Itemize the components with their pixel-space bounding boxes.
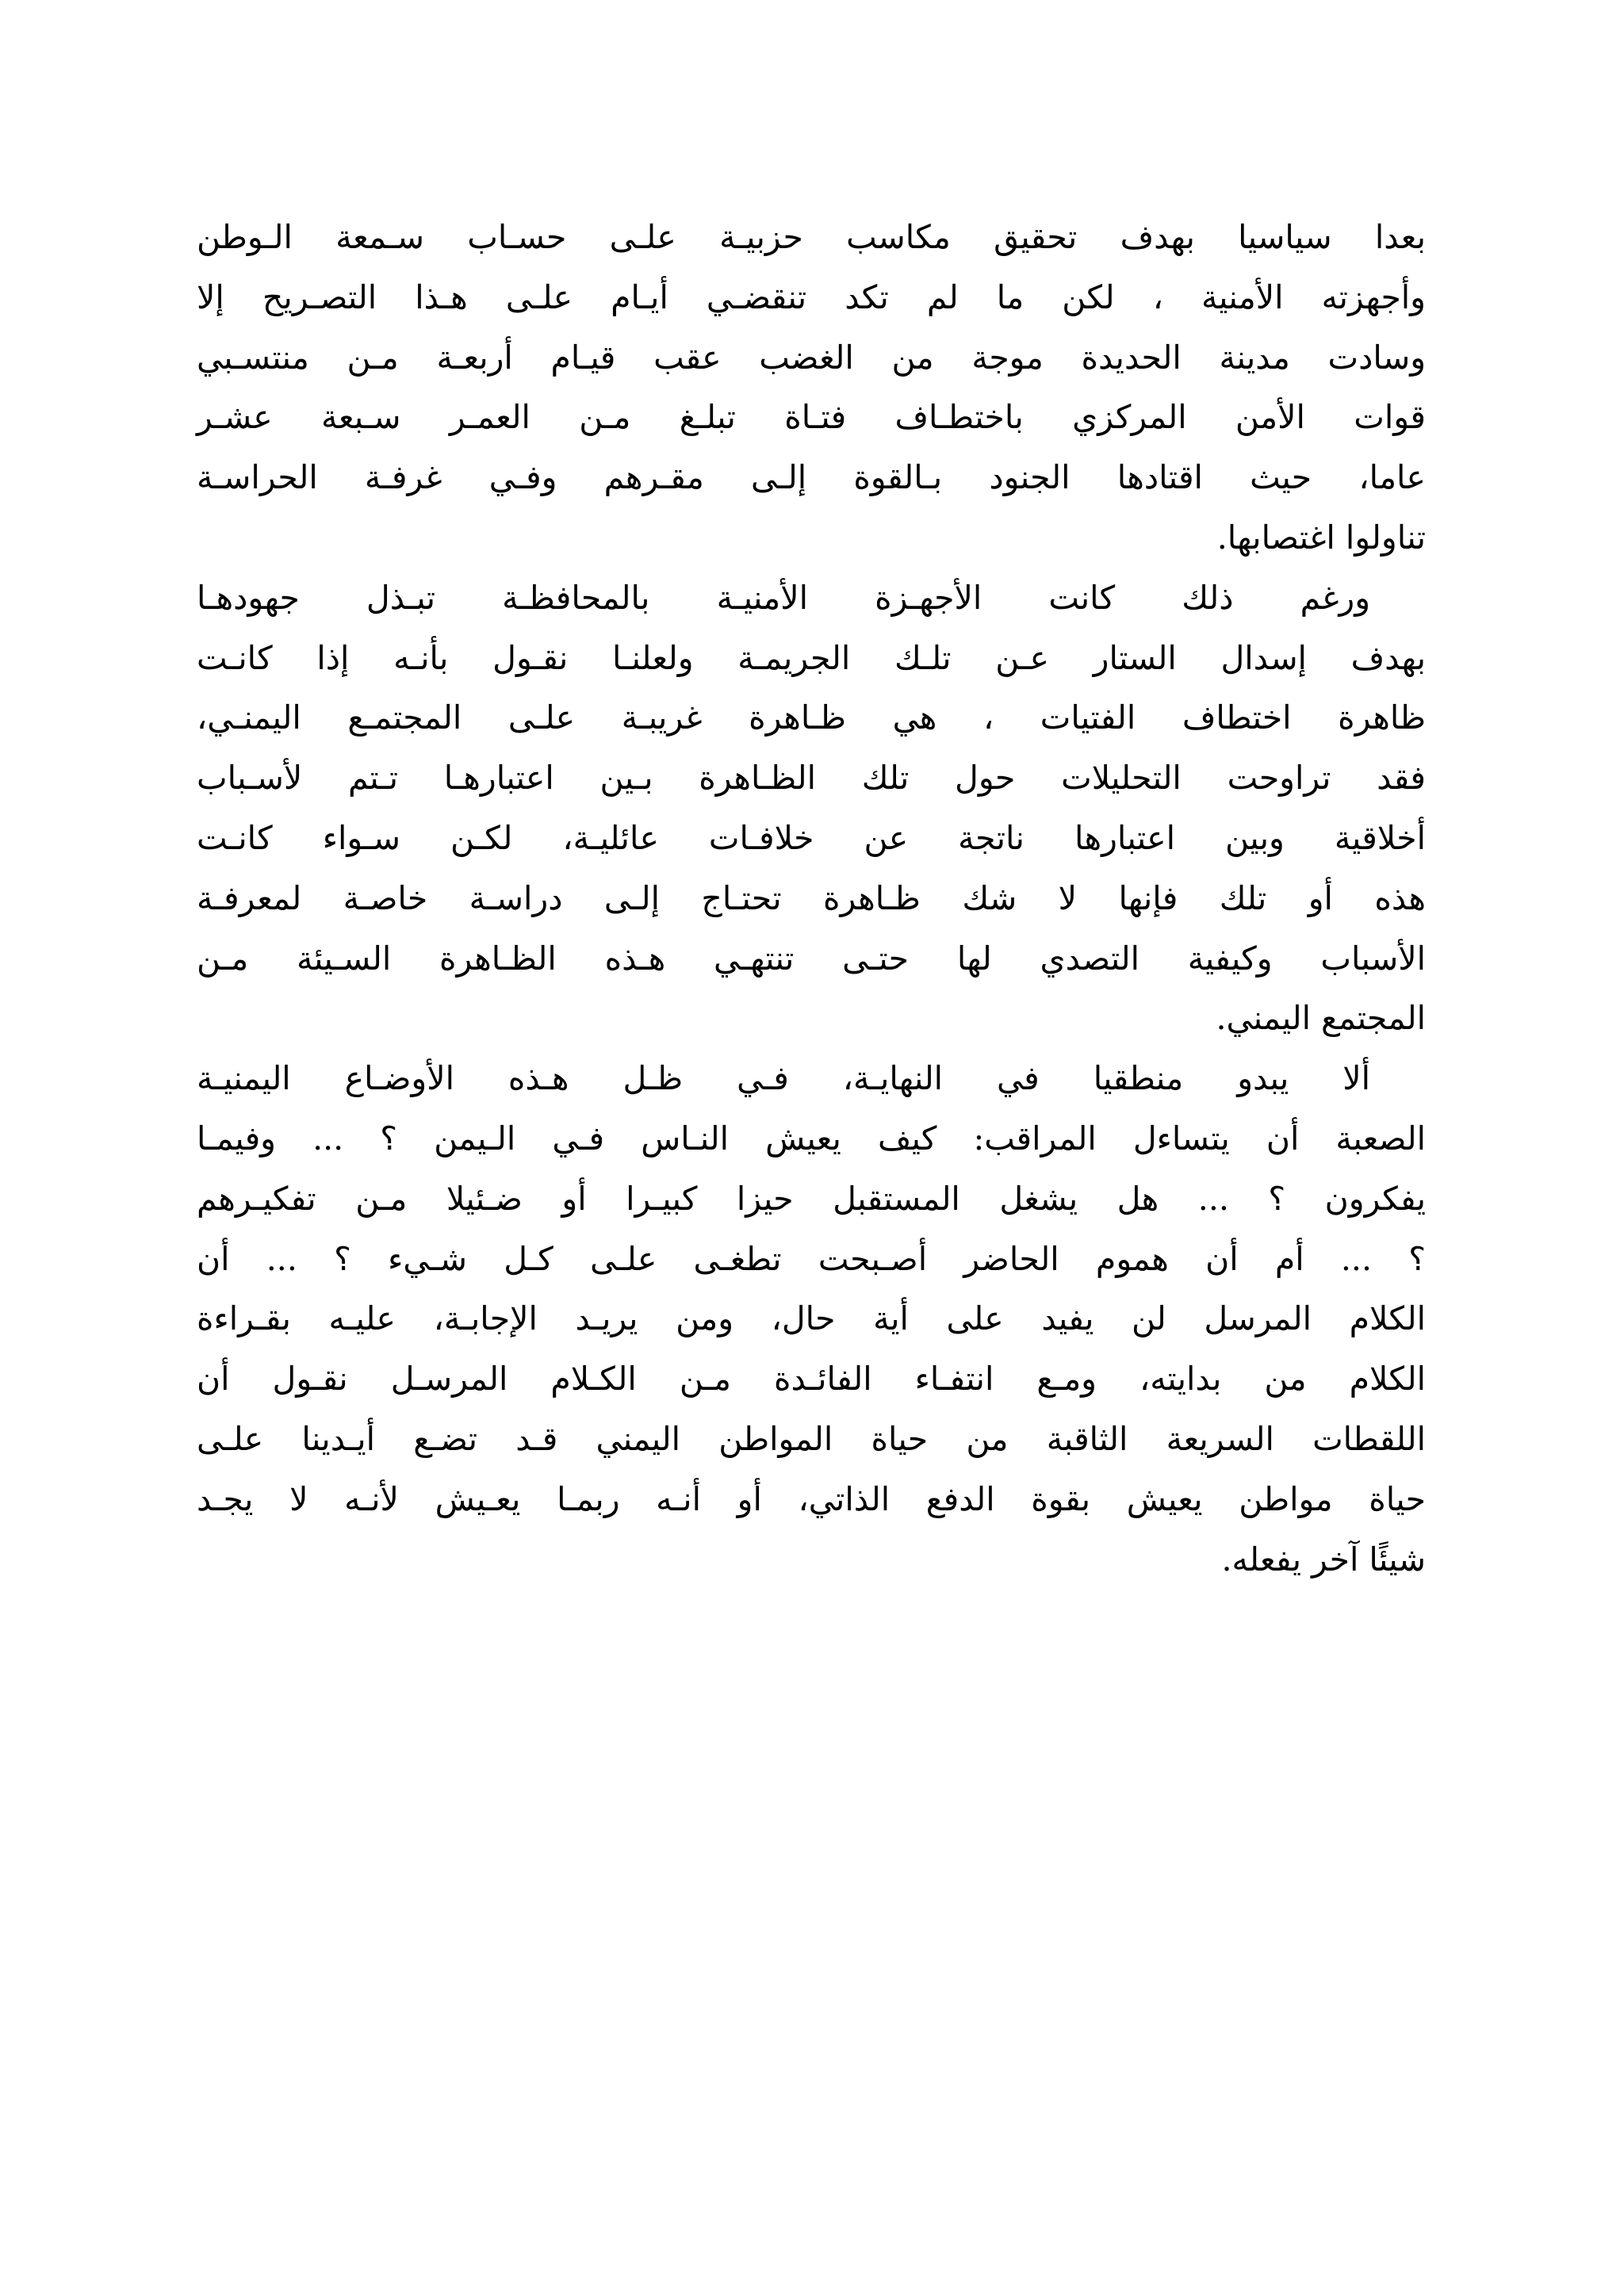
text-line: بعدا سياسيا بهدف تحقيق مكاسب حزبيـة علـى حسـاب سـمعة الـوطن	[197, 218, 1426, 256]
text-line: حياة مواطن يعيش بقوة الدفع الذاتي، أو أنـه ربمـا يعـيش لأنـه لا يجـد	[197, 1479, 1426, 1518]
text-line: بهدف إسدال الستار عـن تلـك الجريمـة ولعلنـا نقـول بأنـه إذا كانـت	[197, 638, 1426, 677]
text-line: فقد تراوحت التحليلات حول تلك الظـاهرة بـين اعتبارهـا تـتم لأسـباب	[197, 759, 1426, 798]
text-line: يفكرون ؟ ... هل يشغل المستقبل حيزا كبيـرا أو ضـئيلا مـن تفكيـرهم	[197, 1179, 1426, 1218]
text-line: الكلام المرسل لن يفيد على أية حال، ومن يريـد الإجابـة، عليـه بقـراءة	[197, 1299, 1426, 1338]
text-line: وأجهزته الأمنية ، لكن ما لم تكد تنقضـي أيـام علـى هـذا التصـريح إلا	[197, 277, 1426, 316]
paragraph-2	[197, 568, 1426, 1049]
text-line: ورغم ذلك كانت الأجهـزة الأمنيـة بالمحافظـة تبـذل جهودهـا	[197, 578, 1370, 617]
text-line: قوات الأمن المركزي باختطـاف فتـاة تبلـغ مـن العمـر سـبعة عشـر	[197, 398, 1426, 437]
text-line: ألا يبدو منطقيا في النهايـة، فـي ظـل هـذه الأوضـاع اليمنيـة	[197, 1059, 1370, 1098]
text-line: وسادت مدينة الحديدة موجة من الغضب عقب قيـام أربعـة مـن منتسـبي	[197, 338, 1426, 377]
text-line: شيئًا آخر يفعله.	[1221, 1540, 1426, 1578]
text-line: الكلام من بدايته، ومـع انتفـاء الفائـدة مـن الكـلام المرسـل نقـول أن	[197, 1360, 1426, 1399]
text-line: هذه أو تلك فإنها لا شك ظـاهرة تحتـاج إلـى دراسـة خاصـة لمعرفـة	[197, 878, 1426, 917]
text-line: أخلاقية وبين اعتبارها ناتجة عن خلافـات عائليـة، لكـن سـواء كانـت	[197, 818, 1426, 857]
text-line: الصعبة أن يتساءل المراقب: كيف يعيش النـاس فـي الـيمن ؟ ... وفيمـا	[197, 1119, 1426, 1158]
paragraph-1	[197, 208, 1426, 568]
paragraph-3	[197, 1049, 1426, 1590]
text-line: عاما، حيث اقتادها الجنود بـالقوة إلـى مقـرهم وفـي غرفـة الحراسـة	[197, 458, 1426, 497]
document-body	[197, 208, 1426, 1590]
text-line: اللقطات السريعة الثاقبة من حياة المواطن اليمني قـد تضـع أيـدينا علـى	[197, 1419, 1426, 1458]
text-line: ؟ ... أم أن هموم الحاضر أصـبحت تطغـى علـى كـل شـيء ؟ ... أن	[197, 1239, 1426, 1278]
text-line: المجتمع اليمني.	[1216, 999, 1426, 1038]
text-line: ظاهرة اختطاف الفتيات ، هي ظـاهرة غريبـة علـى المجتمـع اليمنـي،	[197, 698, 1426, 737]
text-line: تناولوا اغتصابها.	[1216, 518, 1426, 557]
text-line: الأسباب وكيفية التصدي لها حتـى تنتهـي هـذه الظـاهرة السـيئة مـن	[197, 939, 1426, 978]
